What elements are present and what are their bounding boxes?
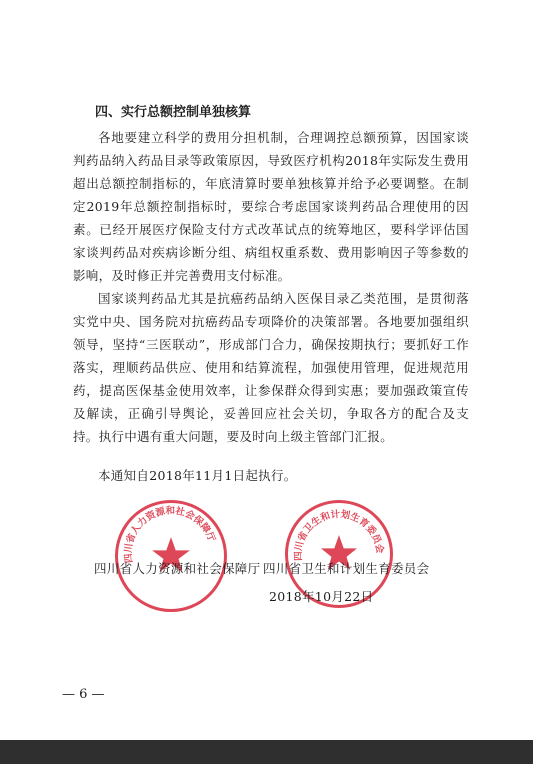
- seal-star-icon: [118, 503, 224, 609]
- signature-hrss: 四川省人力资源和社会保障厅: [94, 561, 261, 576]
- viewer-bottom-bar: [0, 740, 533, 764]
- signature-health-commission: 四川省卫生和计划生育委员会: [263, 561, 430, 576]
- body-paragraph: 国家谈判药品尤其是抗癌药品纳入医保目录乙类范围，是贯彻落实党中央、国务院对抗癌药品专项降价的决策部署。各地要加强组织领导，坚持“三医联动”，形成部门合力，确保按期执行；要抓好工作落实，理顺药品供应、使用和结算流程，加强使用管理，促进规范用药，提高医保基金使用效率，让参保群众得到实惠；要加强政策宣传及解读，正确引导舆论，妥善回应社会关切，争取各方的配合及支持。执行中遇有重大问题，要及时向上级主管部门汇报。: [73, 291, 469, 444]
- official-seal-hrss: [115, 500, 227, 612]
- section-heading: 四、实行总额控制单独核算: [95, 105, 252, 120]
- body-paragraph: 各地要建立科学的费用分担机制，合理调控总额预算，因国家谈判药品纳入药品目录等政策原因，导致医疗机构2018年实际发生费用超出总额控制指标的，年底清算时要单独核算并给予必要调整。在制定2019年总额控制指标时，要综合考虑国家谈判药品合理使用的因素。已经开展医疗保险支付方式改革试点的统筹地区，要科学评估国家谈判药品对疾病诊断分组、病组权重系数、费用影响因子等参数的影响，及时修正并完善费用支付标准。: [73, 130, 469, 283]
- effective-date-paragraph: 本通知自2018年11月1日起执行。: [98, 468, 297, 483]
- seal-text: 四川省人力资源和社会保障厅: [123, 505, 217, 564]
- page-number: — 6 —: [62, 687, 105, 702]
- seal-text: 四川省卫生和计划生育委员会: [293, 509, 385, 562]
- signature-date: 2018年10月22日: [269, 589, 374, 604]
